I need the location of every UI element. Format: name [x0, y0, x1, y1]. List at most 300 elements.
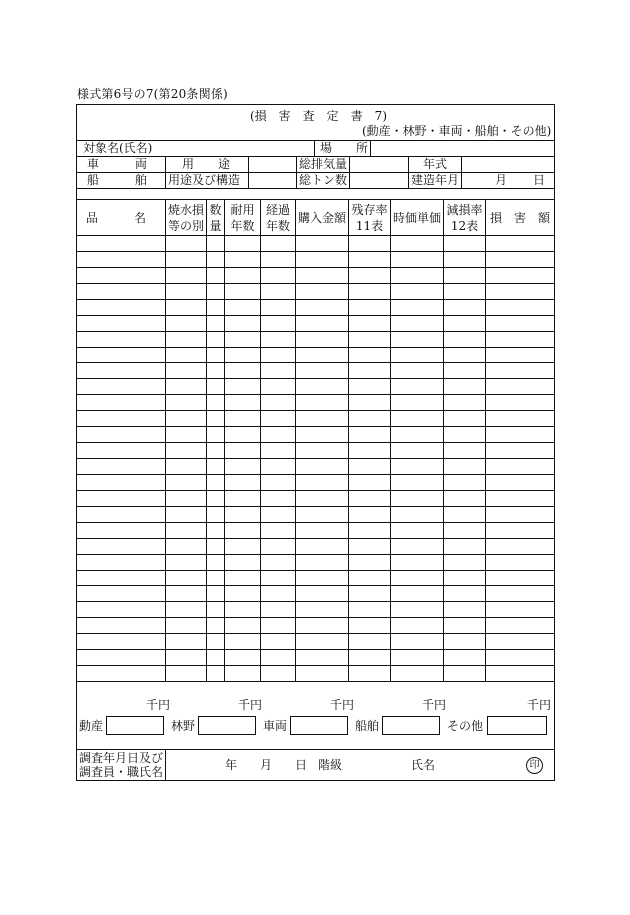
table-cell[interactable]	[166, 284, 206, 299]
table-cell[interactable]	[225, 316, 260, 331]
table-cell[interactable]	[444, 523, 485, 538]
table-cell[interactable]	[166, 475, 206, 490]
table-cell[interactable]	[296, 571, 348, 586]
table-cell[interactable]	[349, 268, 390, 283]
table-cell[interactable]	[391, 411, 443, 426]
table-cell[interactable]	[78, 475, 165, 490]
table-cell[interactable]	[486, 491, 554, 506]
col-residual-2: 11表	[355, 219, 384, 233]
table-cell[interactable]	[166, 268, 206, 283]
table-cell[interactable]	[296, 634, 348, 649]
table-cell[interactable]	[349, 571, 390, 586]
table-cell[interactable]	[166, 491, 206, 506]
table-cell[interactable]	[261, 379, 295, 394]
table-cell[interactable]	[391, 555, 443, 570]
table-cell[interactable]	[261, 395, 295, 410]
table-cell[interactable]	[391, 650, 443, 665]
ship-label: 船 舶	[87, 173, 148, 187]
table-cell[interactable]	[261, 348, 295, 363]
table-cell[interactable]	[166, 348, 206, 363]
table-cell[interactable]	[261, 443, 295, 458]
table-cell[interactable]	[349, 475, 390, 490]
ship-total-field[interactable]	[382, 716, 440, 735]
table-cell[interactable]	[296, 459, 348, 474]
table-cell[interactable]	[486, 395, 554, 410]
vehicle-total-field[interactable]	[290, 716, 348, 735]
table-cell[interactable]	[486, 316, 554, 331]
table-cell[interactable]	[261, 252, 295, 267]
table-cell[interactable]	[349, 252, 390, 267]
table-cell[interactable]	[225, 507, 260, 522]
table-cell[interactable]	[349, 602, 390, 617]
table-cell[interactable]	[166, 618, 206, 633]
table-cell[interactable]	[296, 379, 348, 394]
table-cell[interactable]	[207, 634, 224, 649]
table-cell[interactable]	[225, 443, 260, 458]
table-cell[interactable]	[166, 411, 206, 426]
table-cell[interactable]	[166, 395, 206, 410]
rule-info2-v1	[165, 156, 166, 188]
table-cell[interactable]	[225, 571, 260, 586]
table-cell[interactable]	[444, 268, 485, 283]
table-cell[interactable]	[225, 602, 260, 617]
table-cell[interactable]	[166, 459, 206, 474]
table-cell[interactable]	[261, 634, 295, 649]
table-cell[interactable]	[166, 666, 206, 681]
table-cell[interactable]	[166, 300, 206, 315]
table-cell[interactable]	[486, 332, 554, 347]
table-cell[interactable]	[486, 555, 554, 570]
table-cell[interactable]	[225, 555, 260, 570]
table-cell[interactable]	[296, 491, 348, 506]
table-cell[interactable]	[296, 507, 348, 522]
table-cell[interactable]	[78, 316, 165, 331]
table-cell[interactable]	[207, 618, 224, 633]
table-cell[interactable]	[444, 618, 485, 633]
table-cell[interactable]	[296, 586, 348, 601]
table-cell[interactable]	[444, 555, 485, 570]
table-cell[interactable]	[207, 316, 224, 331]
table-cell[interactable]	[225, 252, 260, 267]
table-cell[interactable]	[349, 491, 390, 506]
table-cell[interactable]	[391, 268, 443, 283]
table-cell[interactable]	[78, 252, 165, 267]
table-cell[interactable]	[261, 507, 295, 522]
table-cell[interactable]	[296, 539, 348, 554]
table-cell[interactable]	[207, 666, 224, 681]
table-cell[interactable]	[486, 634, 554, 649]
use-field[interactable]	[250, 157, 294, 171]
table-cell[interactable]	[207, 268, 224, 283]
table-cell[interactable]	[78, 507, 165, 522]
other-total-field[interactable]	[487, 716, 547, 735]
table-cell[interactable]	[349, 300, 390, 315]
table-cell[interactable]	[296, 650, 348, 665]
table-cell[interactable]	[225, 666, 260, 681]
table-cell[interactable]	[261, 316, 295, 331]
table-cell[interactable]	[349, 634, 390, 649]
table-cell[interactable]	[78, 666, 165, 681]
table-cell[interactable]	[349, 411, 390, 426]
table-cell[interactable]	[207, 363, 224, 378]
table-cell[interactable]	[444, 539, 485, 554]
table-cell[interactable]	[391, 443, 443, 458]
table-cell[interactable]	[486, 571, 554, 586]
table-cell[interactable]	[225, 523, 260, 538]
table-cell[interactable]	[207, 523, 224, 538]
table-cell[interactable]	[391, 507, 443, 522]
table-cell[interactable]	[444, 586, 485, 601]
table-cell[interactable]	[296, 555, 348, 570]
table-cell[interactable]	[349, 507, 390, 522]
table-cell[interactable]	[391, 539, 443, 554]
table-cell[interactable]	[78, 586, 165, 601]
table-cell[interactable]	[391, 586, 443, 601]
table-cell[interactable]	[486, 236, 554, 251]
table-cell[interactable]	[444, 650, 485, 665]
table-cell[interactable]	[225, 300, 260, 315]
table-cell[interactable]	[486, 284, 554, 299]
table-cell[interactable]	[166, 539, 206, 554]
table-cell[interactable]	[225, 491, 260, 506]
table-cell[interactable]	[296, 475, 348, 490]
table-cell[interactable]	[261, 523, 295, 538]
table-cell[interactable]	[391, 236, 443, 251]
table-cell[interactable]	[486, 602, 554, 617]
table-cell[interactable]	[349, 443, 390, 458]
rule-info1-v1	[314, 140, 315, 156]
table-cell[interactable]	[78, 284, 165, 299]
table-cell[interactable]	[166, 363, 206, 378]
table-cell[interactable]	[261, 491, 295, 506]
table-cell[interactable]	[166, 650, 206, 665]
table-cell[interactable]	[261, 475, 295, 490]
table-cell[interactable]	[225, 634, 260, 649]
table-cell[interactable]	[207, 555, 224, 570]
table-cell[interactable]	[166, 507, 206, 522]
table-cell[interactable]	[166, 602, 206, 617]
table-cell[interactable]	[78, 523, 165, 538]
table-cell[interactable]	[444, 634, 485, 649]
table-cell[interactable]	[225, 379, 260, 394]
table-cell[interactable]	[78, 268, 165, 283]
table-cell[interactable]	[207, 650, 224, 665]
table-cell[interactable]	[349, 332, 390, 347]
table-cell[interactable]	[296, 236, 348, 251]
table-cell[interactable]	[486, 586, 554, 601]
table-cell[interactable]	[349, 650, 390, 665]
table-cell[interactable]	[486, 539, 554, 554]
table-cell[interactable]	[486, 666, 554, 681]
table-cell[interactable]	[78, 650, 165, 665]
table-cell[interactable]	[225, 475, 260, 490]
table-cell[interactable]	[391, 316, 443, 331]
table-cell[interactable]	[225, 411, 260, 426]
table-cell[interactable]	[225, 459, 260, 474]
table-cell[interactable]	[225, 539, 260, 554]
table-cell[interactable]	[349, 586, 390, 601]
table-cell[interactable]	[207, 348, 224, 363]
table-cell[interactable]	[207, 602, 224, 617]
table-cell[interactable]	[444, 459, 485, 474]
table-cell[interactable]	[486, 475, 554, 490]
table-cell[interactable]	[444, 491, 485, 506]
table-cell[interactable]	[391, 523, 443, 538]
table-cell[interactable]	[444, 411, 485, 426]
table-cell[interactable]	[486, 618, 554, 633]
table-cell[interactable]	[225, 650, 260, 665]
table-cell[interactable]	[486, 523, 554, 538]
table-cell[interactable]	[486, 379, 554, 394]
table-cell[interactable]	[225, 427, 260, 442]
table-cell[interactable]	[261, 284, 295, 299]
table-cell[interactable]	[349, 316, 390, 331]
table-cell[interactable]	[225, 363, 260, 378]
use-structure-field[interactable]	[250, 173, 294, 187]
table-cell[interactable]	[207, 586, 224, 601]
table-cell[interactable]	[444, 602, 485, 617]
table-cell[interactable]	[296, 348, 348, 363]
table-cell[interactable]	[349, 666, 390, 681]
table-cell[interactable]	[391, 379, 443, 394]
table-cell[interactable]	[444, 475, 485, 490]
table-cell[interactable]	[349, 618, 390, 633]
table-cell[interactable]	[296, 666, 348, 681]
table-cell[interactable]	[166, 427, 206, 442]
table-cell[interactable]	[78, 555, 165, 570]
table-cell[interactable]	[78, 348, 165, 363]
table-cell[interactable]	[391, 332, 443, 347]
table-cell[interactable]	[166, 523, 206, 538]
table-cell[interactable]	[486, 252, 554, 267]
table-cell[interactable]	[486, 650, 554, 665]
table-cell[interactable]	[207, 539, 224, 554]
table-cell[interactable]	[296, 523, 348, 538]
table-cell[interactable]	[486, 459, 554, 474]
table-cell[interactable]	[444, 348, 485, 363]
table-cell[interactable]	[166, 332, 206, 347]
table-cell[interactable]	[207, 236, 224, 251]
table-cell[interactable]	[261, 555, 295, 570]
table-cell[interactable]	[166, 571, 206, 586]
table-cell[interactable]	[207, 475, 224, 490]
table-cell[interactable]	[486, 363, 554, 378]
table-cell[interactable]	[166, 443, 206, 458]
table-cell[interactable]	[78, 459, 165, 474]
table-cell[interactable]	[296, 252, 348, 267]
table-cell[interactable]	[391, 427, 443, 442]
table-cell[interactable]	[296, 300, 348, 315]
table-cell[interactable]	[207, 427, 224, 442]
table-cell[interactable]	[391, 363, 443, 378]
table-cell[interactable]	[296, 443, 348, 458]
table-cell[interactable]	[349, 379, 390, 394]
table-cell[interactable]	[225, 586, 260, 601]
table-cell[interactable]	[261, 268, 295, 283]
table-cell[interactable]	[391, 618, 443, 633]
table-cell[interactable]	[486, 427, 554, 442]
table-cell[interactable]	[444, 666, 485, 681]
table-cell[interactable]	[444, 332, 485, 347]
table-cell[interactable]	[444, 395, 485, 410]
tonnage-field[interactable]	[351, 173, 406, 187]
table-cell[interactable]	[391, 491, 443, 506]
table-cell[interactable]	[349, 363, 390, 378]
table-cell[interactable]	[78, 332, 165, 347]
table-cell[interactable]	[349, 459, 390, 474]
forest-total-field[interactable]	[198, 716, 256, 735]
table-cell[interactable]	[296, 284, 348, 299]
table-cell[interactable]	[349, 284, 390, 299]
table-cell[interactable]	[261, 411, 295, 426]
table-cell[interactable]	[391, 300, 443, 315]
table-cell[interactable]	[349, 523, 390, 538]
table-cell[interactable]	[78, 443, 165, 458]
table-cell[interactable]	[207, 379, 224, 394]
table-cell[interactable]	[349, 555, 390, 570]
table-cell[interactable]	[78, 602, 165, 617]
table-cell[interactable]	[207, 395, 224, 410]
rule-info-3	[77, 188, 554, 189]
table-cell[interactable]	[261, 236, 295, 251]
table-cell[interactable]	[391, 252, 443, 267]
table-cell[interactable]	[486, 411, 554, 426]
table-cell[interactable]	[78, 491, 165, 506]
table-cell[interactable]	[261, 332, 295, 347]
table-cell[interactable]	[166, 586, 206, 601]
movable-total-field[interactable]	[106, 716, 164, 735]
table-cell[interactable]	[207, 411, 224, 426]
table-cell[interactable]	[261, 586, 295, 601]
table-cell[interactable]	[207, 571, 224, 586]
place-field[interactable]	[372, 141, 552, 155]
table-cell[interactable]	[261, 539, 295, 554]
table-cell[interactable]	[78, 427, 165, 442]
table-cell[interactable]	[349, 539, 390, 554]
displacement-field[interactable]	[351, 157, 406, 171]
table-cell[interactable]	[207, 284, 224, 299]
table-cell[interactable]	[391, 395, 443, 410]
table-cell[interactable]	[391, 459, 443, 474]
table-cell[interactable]	[261, 602, 295, 617]
model-year-field[interactable]	[463, 157, 552, 171]
table-cell[interactable]	[207, 332, 224, 347]
table-cell[interactable]	[391, 634, 443, 649]
table-cell[interactable]	[261, 571, 295, 586]
table-cell[interactable]	[166, 316, 206, 331]
table-cell[interactable]	[296, 411, 348, 426]
table-cell[interactable]	[444, 427, 485, 442]
table-cell[interactable]	[78, 634, 165, 649]
table-cell[interactable]	[444, 571, 485, 586]
table-cell[interactable]	[261, 666, 295, 681]
table-cell[interactable]	[225, 332, 260, 347]
table-cell[interactable]	[225, 284, 260, 299]
model-year-label: 年式	[423, 157, 448, 171]
table-cell[interactable]	[207, 459, 224, 474]
table-cell[interactable]	[78, 379, 165, 394]
table-cell[interactable]	[78, 300, 165, 315]
table-cell[interactable]	[391, 475, 443, 490]
table-cell[interactable]	[78, 395, 165, 410]
table-cell[interactable]	[444, 443, 485, 458]
table-cell[interactable]	[296, 395, 348, 410]
surveyor-name-label: 氏名	[411, 758, 436, 772]
table-cell[interactable]	[349, 236, 390, 251]
table-cell[interactable]	[486, 348, 554, 363]
table-cell[interactable]	[78, 363, 165, 378]
table-cell[interactable]	[391, 666, 443, 681]
table-cell[interactable]	[296, 268, 348, 283]
table-cell[interactable]	[78, 539, 165, 554]
table-cell[interactable]	[207, 300, 224, 315]
table-cell[interactable]	[261, 427, 295, 442]
table-cell[interactable]	[296, 618, 348, 633]
table-cell[interactable]	[391, 571, 443, 586]
table-cell[interactable]	[486, 443, 554, 458]
table-cell[interactable]	[444, 284, 485, 299]
table-cell[interactable]	[391, 602, 443, 617]
table-cell[interactable]	[225, 348, 260, 363]
table-cell[interactable]	[486, 300, 554, 315]
table-cell[interactable]	[166, 634, 206, 649]
table-cell[interactable]	[391, 348, 443, 363]
table-cell[interactable]	[296, 363, 348, 378]
table-cell[interactable]	[349, 395, 390, 410]
table-cell[interactable]	[207, 252, 224, 267]
table-cell[interactable]	[296, 427, 348, 442]
table-cell[interactable]	[261, 363, 295, 378]
table-cell[interactable]	[486, 268, 554, 283]
table-cell[interactable]	[391, 284, 443, 299]
table-cell[interactable]	[349, 348, 390, 363]
table-cell[interactable]	[444, 300, 485, 315]
table-cell[interactable]	[225, 236, 260, 251]
table-cell[interactable]	[444, 236, 485, 251]
table-cell[interactable]	[78, 411, 165, 426]
table-cell[interactable]	[444, 363, 485, 378]
table-cell[interactable]	[444, 507, 485, 522]
seal-icon: 印	[526, 757, 543, 774]
table-cell[interactable]	[296, 316, 348, 331]
table-cell[interactable]	[261, 618, 295, 633]
table-cell[interactable]	[261, 300, 295, 315]
target-name-field[interactable]	[160, 141, 312, 155]
table-cell[interactable]	[225, 268, 260, 283]
table-cell[interactable]	[166, 252, 206, 267]
table-cell[interactable]	[486, 507, 554, 522]
table-cell[interactable]	[78, 236, 165, 251]
table-cell[interactable]	[261, 459, 295, 474]
table-cell[interactable]	[207, 491, 224, 506]
table-cell[interactable]	[166, 555, 206, 570]
table-cell[interactable]	[225, 618, 260, 633]
table-cell[interactable]	[296, 602, 348, 617]
table-cell[interactable]	[296, 332, 348, 347]
table-cell[interactable]	[349, 427, 390, 442]
table-cell[interactable]	[261, 650, 295, 665]
table-cell[interactable]	[207, 443, 224, 458]
table-cell[interactable]	[78, 618, 165, 633]
table-cell[interactable]	[78, 571, 165, 586]
table-cell[interactable]	[225, 395, 260, 410]
table-cell[interactable]	[444, 252, 485, 267]
table-cell[interactable]	[444, 379, 485, 394]
table-cell[interactable]	[166, 236, 206, 251]
table-cell[interactable]	[207, 507, 224, 522]
table-cell[interactable]	[166, 379, 206, 394]
table-cell[interactable]	[444, 316, 485, 331]
